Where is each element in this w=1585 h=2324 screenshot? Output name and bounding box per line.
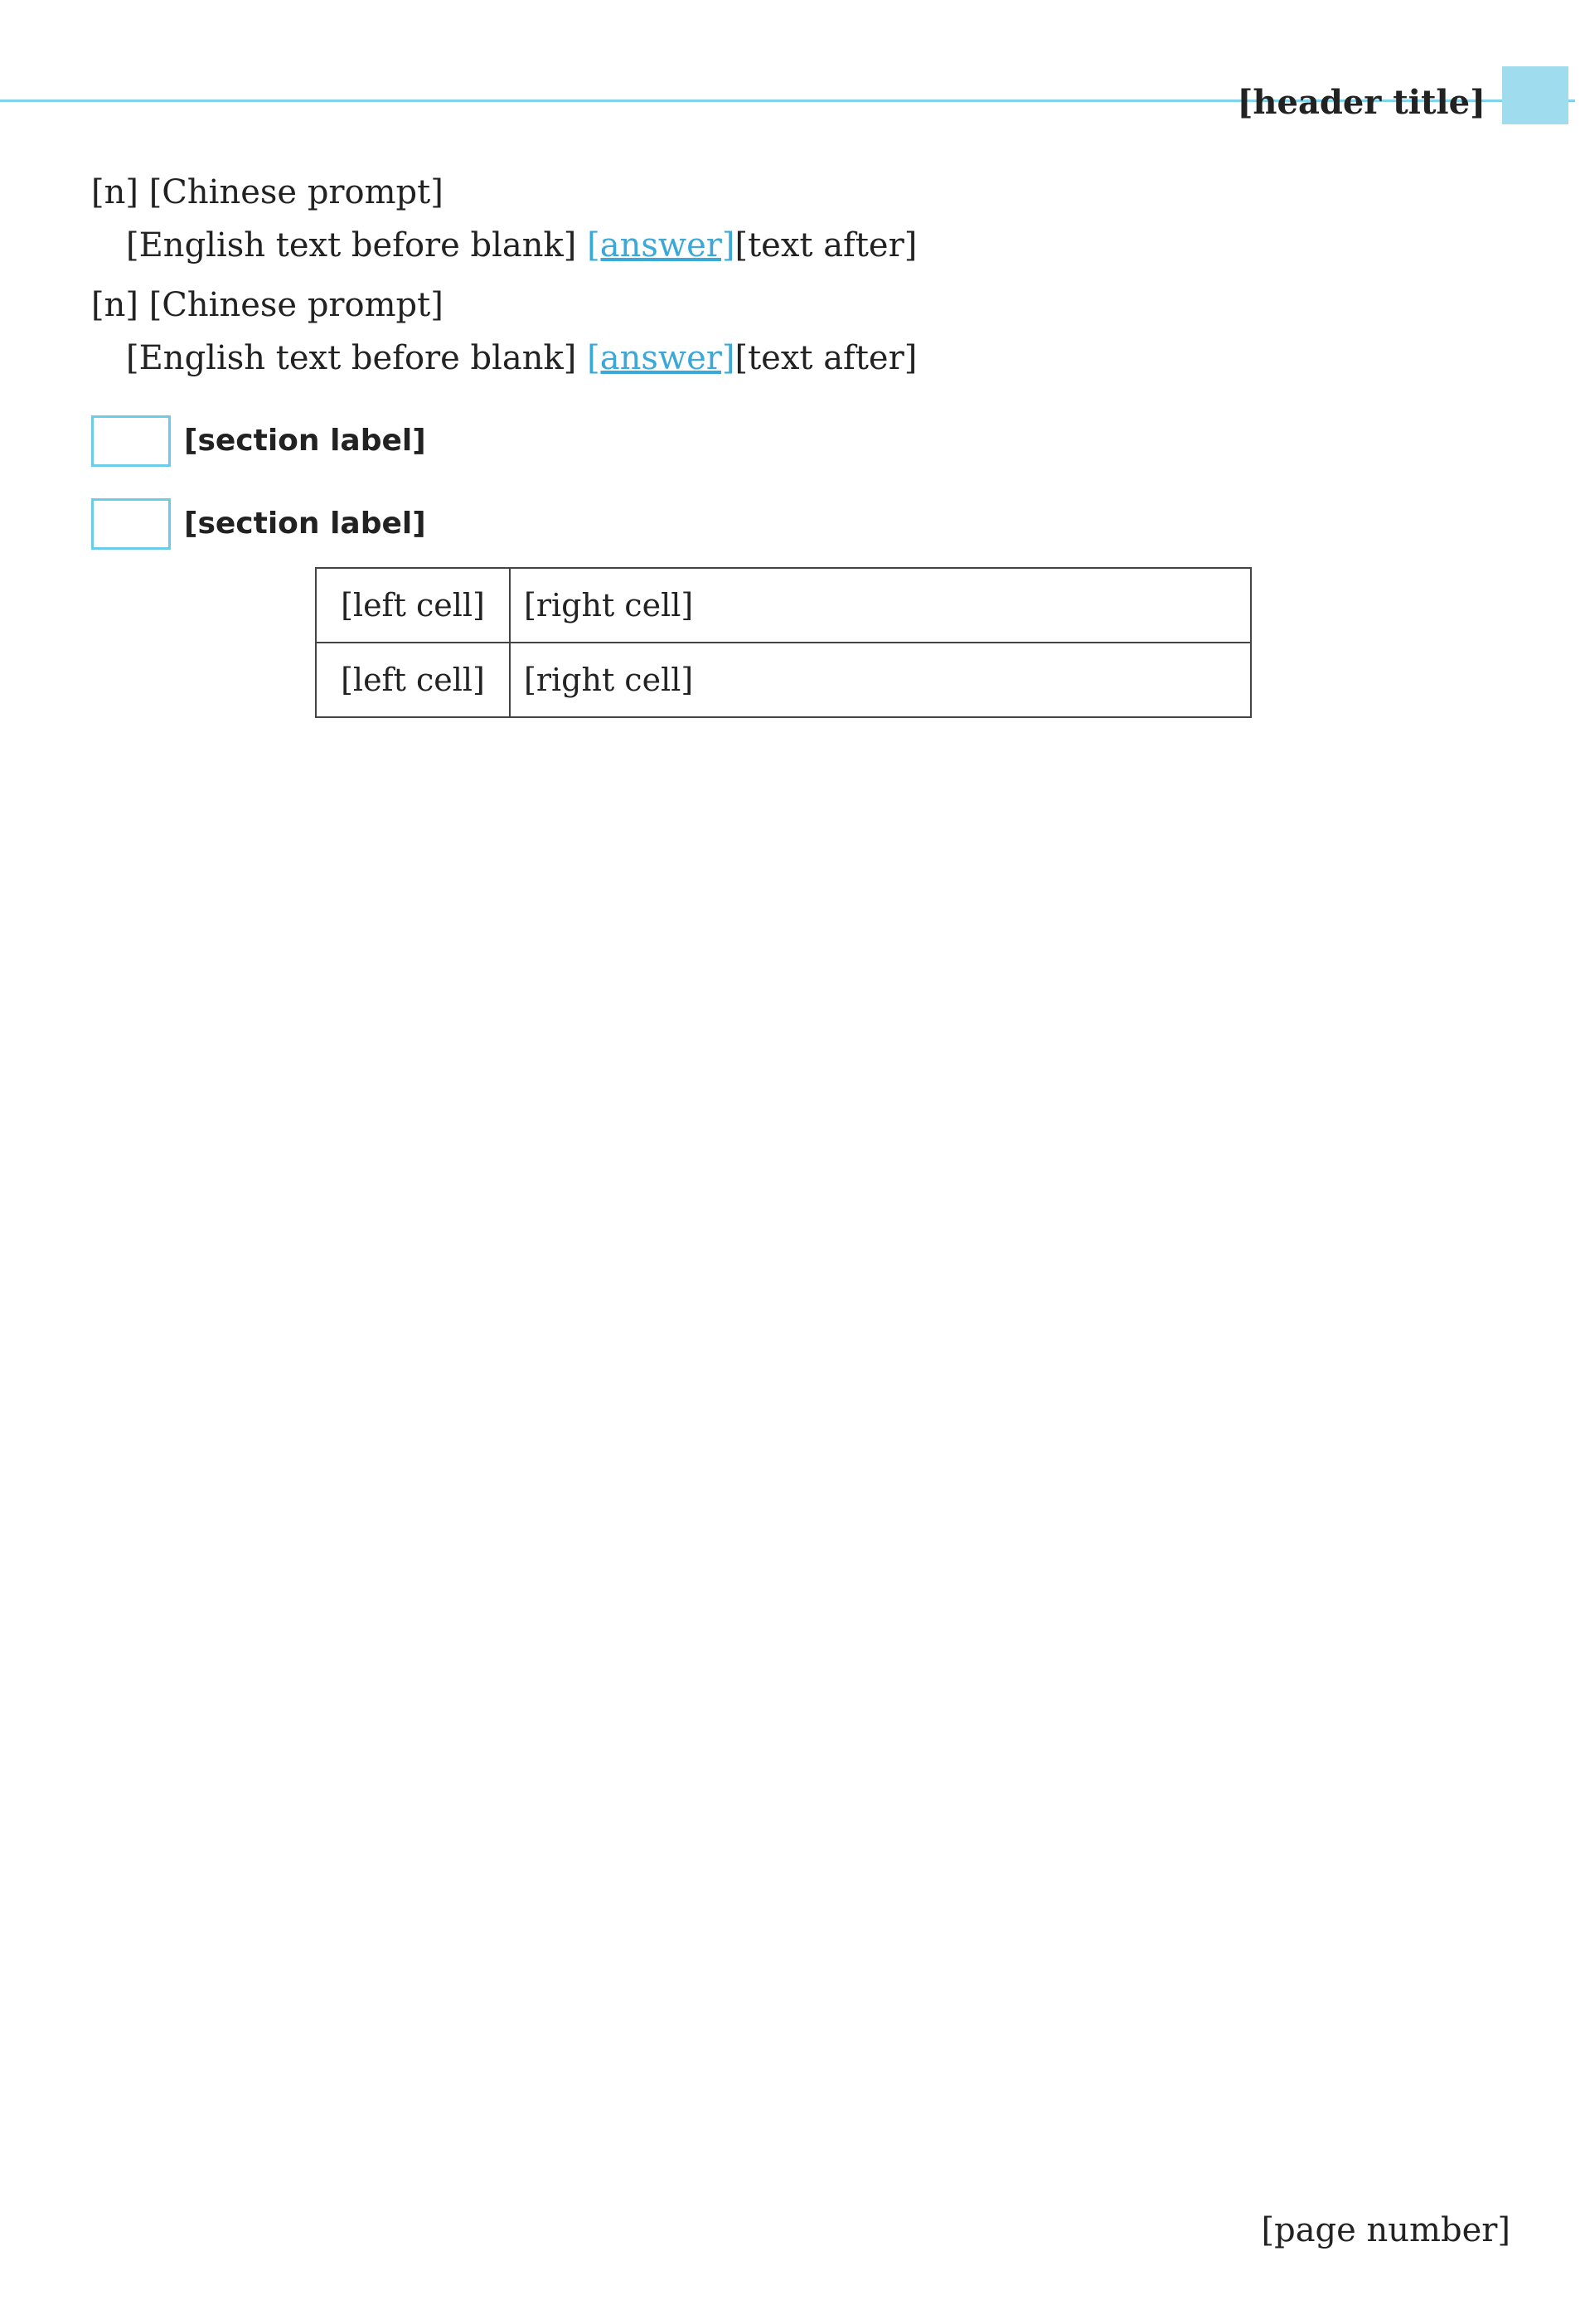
answer-blank: [answer] [587, 339, 735, 377]
section-header [91, 415, 1459, 468]
exercise-item [91, 166, 1459, 272]
answer-after: [text after] [734, 339, 918, 377]
answer-before: [English text before blank] [126, 226, 577, 264]
page-content [91, 166, 1459, 735]
header-band [0, 33, 1585, 124]
header-color-block [1502, 66, 1568, 124]
table-value: [right cell] [510, 643, 1251, 717]
answer-blank: [answer] [587, 226, 735, 264]
answer-line [91, 332, 1459, 385]
table-key: [left cell] [316, 568, 510, 643]
pencil-notebook-icon [91, 415, 171, 467]
prompt-text: [Chinese prompt] [148, 286, 444, 324]
table-row [316, 643, 1251, 717]
header-title: [header title] [1237, 83, 1486, 122]
answer-line [91, 219, 1459, 272]
outline-table [315, 567, 1252, 718]
section-header [91, 497, 1459, 551]
exercise-item [91, 279, 1459, 385]
answer-after: [text after] [734, 226, 918, 264]
table-key: [left cell] [316, 643, 510, 717]
pencil-notebook-icon [91, 498, 171, 550]
item-prompt [91, 279, 1459, 332]
prompt-text: [Chinese prompt] [148, 173, 444, 211]
item-number: [n] [91, 286, 138, 324]
section-label: [section label] [184, 424, 426, 458]
item-prompt [91, 166, 1459, 219]
table-row [316, 568, 1251, 643]
item-number: [n] [91, 173, 138, 211]
table-value: [right cell] [510, 568, 1251, 643]
page-number: [page number] [1261, 2211, 1510, 2249]
section-label: [section label] [184, 507, 426, 541]
answer-before: [English text before blank] [126, 339, 577, 377]
